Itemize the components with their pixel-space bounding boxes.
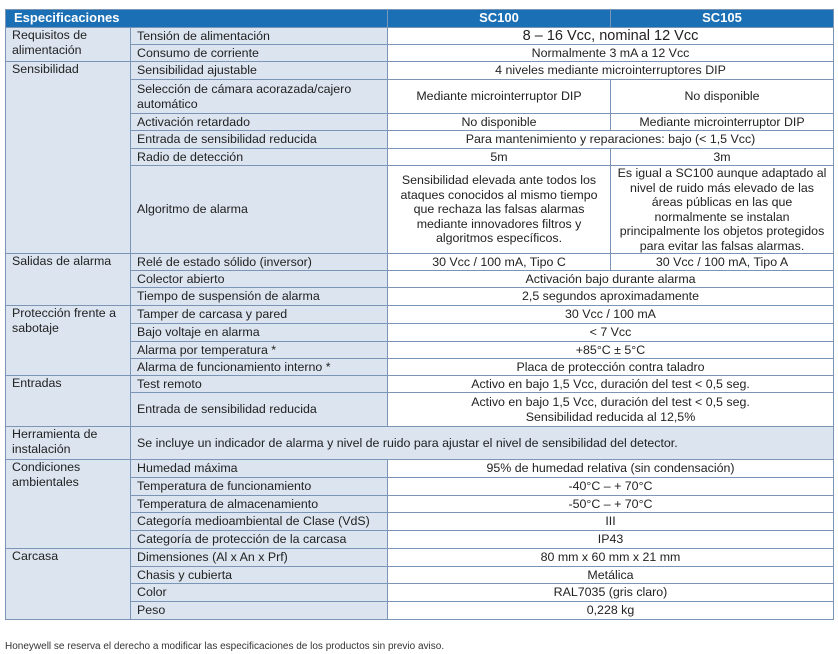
- spec-value-line: Sensibilidad reducida al 12,5%: [525, 409, 696, 424]
- header-title: Especificaciones: [6, 10, 388, 28]
- spec-label: Selección de cámara acorazada/cajero automático: [131, 80, 388, 114]
- spec-value: 95% de humedad relativa (sin condensación): [388, 460, 834, 478]
- category-housing: Carcasa: [6, 549, 131, 620]
- spec-value: 2,5 segundos aproximadamente: [388, 288, 834, 306]
- category-environment: Condiciones ambientales: [6, 460, 131, 549]
- spec-value: Se incluye un indicador de alarma y nivel de ruido para ajustar el nivel de sensibilidad del detector.: [131, 427, 834, 460]
- spec-label: Tamper de carcasa y pared: [131, 306, 388, 324]
- spec-value-sc100: Mediante microinterruptor DIP: [388, 80, 611, 114]
- spec-label: Colector abierto: [131, 271, 388, 288]
- table-row: [6, 359, 834, 376]
- header-sc100: SC100: [388, 10, 611, 28]
- category-sensitivity: Sensibilidad: [6, 62, 131, 254]
- spec-value-sc105: 30 Vcc / 100 mA, Tipo A: [611, 254, 834, 271]
- spec-label: Tensión de alimentación: [131, 28, 388, 45]
- category-tamper: Protección frente a sabotaje: [6, 306, 131, 376]
- spec-value: +85°C ± 5°C: [388, 342, 834, 359]
- spec-value: Activo en bajo 1,5 Vcc, duración del test < 0,5 seg.: [388, 376, 834, 393]
- spec-value-sc100: 5m: [388, 149, 611, 166]
- spec-label: Categoría de protección de la carcasa: [131, 531, 388, 549]
- table-row: [6, 478, 834, 496]
- spec-label: Alarma por temperatura *: [131, 342, 388, 359]
- spec-value-sc105: Es igual a SC100 aunque adaptado al nivel de ruido más elevado de las áreas públicas en las que normalmente se instalan principalmente los objetos protegidos para evitar las falsas alarmas.: [611, 166, 834, 254]
- spec-value-sc105: 3m: [611, 149, 834, 166]
- table-row: [6, 166, 834, 254]
- specifications-table: [5, 9, 834, 620]
- spec-label: Consumo de corriente: [131, 45, 388, 62]
- table-row: [6, 80, 834, 114]
- spec-value: -50°C – + 70°C: [388, 496, 834, 513]
- table-row: [6, 28, 834, 45]
- spec-label: Alarma de funcionamiento interno *: [131, 359, 388, 376]
- spec-value: [388, 393, 834, 427]
- category-inputs: Entradas: [6, 376, 131, 427]
- spec-label: Categoría medioambiental de Clase (VdS): [131, 513, 388, 531]
- footnote-disclaimer: Honeywell se reserva el derecho a modificar las especificaciones de los productos sin previo aviso.: [5, 641, 445, 652]
- spec-value: Placa de protección contra taladro: [388, 359, 834, 376]
- table-row: [6, 531, 834, 549]
- spec-value-sc105: No disponible: [611, 80, 834, 114]
- spec-value: Metálica: [388, 567, 834, 584]
- spec-value: Normalmente 3 mA a 12 Vcc: [388, 45, 834, 62]
- table-row: [6, 549, 834, 567]
- spec-label: Radio de detección: [131, 149, 388, 166]
- spec-value: Activación bajo durante alarma: [388, 271, 834, 288]
- table-row: [6, 427, 834, 460]
- spec-value: 30 Vcc / 100 mA: [388, 306, 834, 324]
- spec-label: Temperatura de funcionamiento: [131, 478, 388, 496]
- table-row: [6, 567, 834, 584]
- spec-label: Peso: [131, 602, 388, 620]
- spec-value: 4 niveles mediante microinterruptores DIP: [388, 62, 834, 80]
- spec-value: Para mantenimiento y reparaciones: bajo (< 1,5 Vcc): [388, 131, 834, 149]
- table-row: [6, 496, 834, 513]
- spec-value: 0,228 kg: [388, 602, 834, 620]
- table-row: [6, 131, 834, 149]
- category-power: Requisitos de alimentación: [6, 28, 131, 62]
- spec-label: Dimensiones (Al x An x Prf): [131, 549, 388, 567]
- header-sc105: SC105: [611, 10, 834, 28]
- table-row: [6, 271, 834, 288]
- category-installation-tool: Herramienta de instalación: [6, 427, 131, 460]
- spec-label: Tiempo de suspensión de alarma: [131, 288, 388, 306]
- spec-value-line: Activo en bajo 1,5 Vcc, duración del test < 0,5 seg.: [471, 395, 750, 409]
- category-alarm-outputs: Salidas de alarma: [6, 254, 131, 306]
- spec-label: Sensibilidad ajustable: [131, 62, 388, 80]
- spec-value-sc100: Sensibilidad elevada ante todos los ataques conocidos al mismo tiempo que rechaza las falsas alarmas mediante innovadores filtros y algoritmos específicos.: [388, 166, 611, 254]
- table-row: [6, 513, 834, 531]
- spec-label: Entrada de sensibilidad reducida: [131, 393, 388, 427]
- spec-label: Activación retardado: [131, 114, 388, 131]
- spec-label: Color: [131, 584, 388, 602]
- table-row: [6, 584, 834, 602]
- table-row: [6, 114, 834, 131]
- spec-label: Relé de estado sólido (inversor): [131, 254, 388, 271]
- spec-value-sc100: 30 Vcc / 100 mA, Tipo C: [388, 254, 611, 271]
- table-row: [6, 62, 834, 80]
- table-row: [6, 288, 834, 306]
- spec-value: < 7 Vcc: [388, 324, 834, 342]
- table-row: [6, 376, 834, 393]
- table-row: [6, 342, 834, 359]
- spec-value-sc100: No disponible: [388, 114, 611, 131]
- spec-label: Humedad máxima: [131, 460, 388, 478]
- spec-value: 80 mm x 60 mm x 21 mm: [388, 549, 834, 567]
- spec-value: III: [388, 513, 834, 531]
- table-row: [6, 393, 834, 427]
- table-row: [6, 324, 834, 342]
- spec-value: IP43: [388, 531, 834, 549]
- table-row: [6, 460, 834, 478]
- spec-value: -40°C – + 70°C: [388, 478, 834, 496]
- table-row: [6, 45, 834, 62]
- spec-label: Temperatura de almacenamiento: [131, 496, 388, 513]
- spec-label: Test remoto: [131, 376, 388, 393]
- table-row: [6, 254, 834, 271]
- table-header-row: [6, 10, 834, 28]
- spec-value-sc105: Mediante microinterruptor DIP: [611, 114, 834, 131]
- spec-label: Algoritmo de alarma: [131, 166, 388, 254]
- table-row: [6, 149, 834, 166]
- table-row: [6, 602, 834, 620]
- spec-value: 8 – 16 Vcc, nominal 12 Vcc: [388, 28, 834, 45]
- spec-value: RAL7035 (gris claro): [388, 584, 834, 602]
- spec-label: Bajo voltaje en alarma: [131, 324, 388, 342]
- spec-label: Chasis y cubierta: [131, 567, 388, 584]
- table-row: [6, 306, 834, 324]
- spec-label: Entrada de sensibilidad reducida: [131, 131, 388, 149]
